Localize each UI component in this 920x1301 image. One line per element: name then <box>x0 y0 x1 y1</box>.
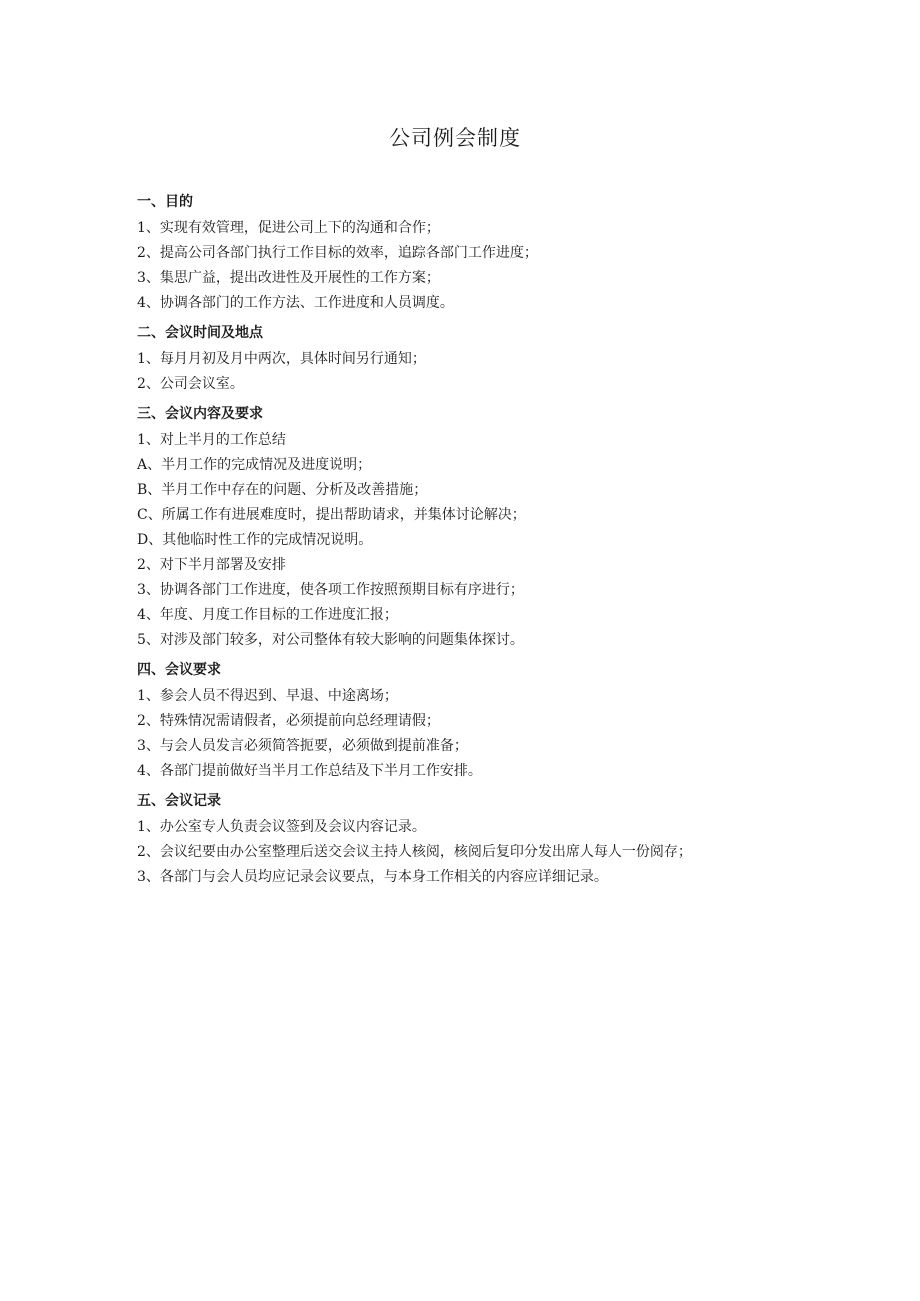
list-item: 4、协调各部门的工作方法、工作进度和人员调度。 <box>137 295 454 311</box>
document-body <box>137 189 897 890</box>
section-heading: 三、会议内容及要求 <box>137 406 263 422</box>
list-item: 2、会议纪要由办公室整理后送交会议主持人核阅，核阅后复印分发出席人每人一份阅存； <box>137 844 692 860</box>
section-heading: 四、会议要求 <box>137 662 221 678</box>
list-item: 4、各部门提前做好当半月工作总结及下半月工作安排。 <box>137 763 482 779</box>
list-item: D、其他临时性工作的完成情况说明。 <box>137 532 373 548</box>
list-item: A、半月工作的完成情况及进度说明； <box>137 457 372 473</box>
list-item: B、半月工作中存在的问题、分析及改善措施； <box>137 482 428 498</box>
section-time-location <box>137 320 897 397</box>
section-heading: 五、会议记录 <box>137 793 221 809</box>
section-heading: 二、会议时间及地点 <box>137 325 263 341</box>
list-item: 3、各部门与会人员均应记录会议要点，与本身工作相关的内容应详细记录。 <box>137 869 608 885</box>
list-item: 4、年度、月度工作目标的工作进度汇报； <box>137 607 398 623</box>
list-item: 5、对涉及部门较多，对公司整体有较大影响的问题集体探讨。 <box>137 632 524 648</box>
section-meeting-requirements <box>137 657 897 784</box>
section-heading: 一、目的 <box>137 194 193 210</box>
list-item: 3、集思广益，提出改进性及开展性的工作方案； <box>137 270 440 286</box>
section-purpose <box>137 189 897 316</box>
list-item: 1、每月月初及月中两次，具体时间另行通知； <box>137 351 426 367</box>
section-meeting-records <box>137 788 897 890</box>
page-title: 公司例会制度 <box>389 126 521 150</box>
list-item: 2、公司会议室。 <box>137 376 244 392</box>
section-content-requirements <box>137 401 897 653</box>
list-item: C、所属工作有进展难度时，提出帮助请求，并集体讨论解决； <box>137 507 526 523</box>
list-item: 3、与会人员发言必须简答扼要，必须做到提前准备； <box>137 738 468 754</box>
list-item: 1、实现有效管理，促进公司上下的沟通和合作； <box>137 220 440 236</box>
list-item: 2、提高公司各部门执行工作目标的效率，追踪各部门工作进度； <box>137 245 538 261</box>
list-item: 3、协调各部门工作进度，使各项工作按照预期目标有序进行； <box>137 582 524 598</box>
list-item: 1、办公室专人负责会议签到及会议内容记录。 <box>137 819 426 835</box>
list-item: 1、对上半月的工作总结 <box>137 432 286 448</box>
list-item: 2、特殊情况需请假者，必须提前向总经理请假； <box>137 713 440 729</box>
list-item: 1、参会人员不得迟到、早退、中途离场； <box>137 688 398 704</box>
list-item: 2、对下半月部署及安排 <box>137 557 286 573</box>
